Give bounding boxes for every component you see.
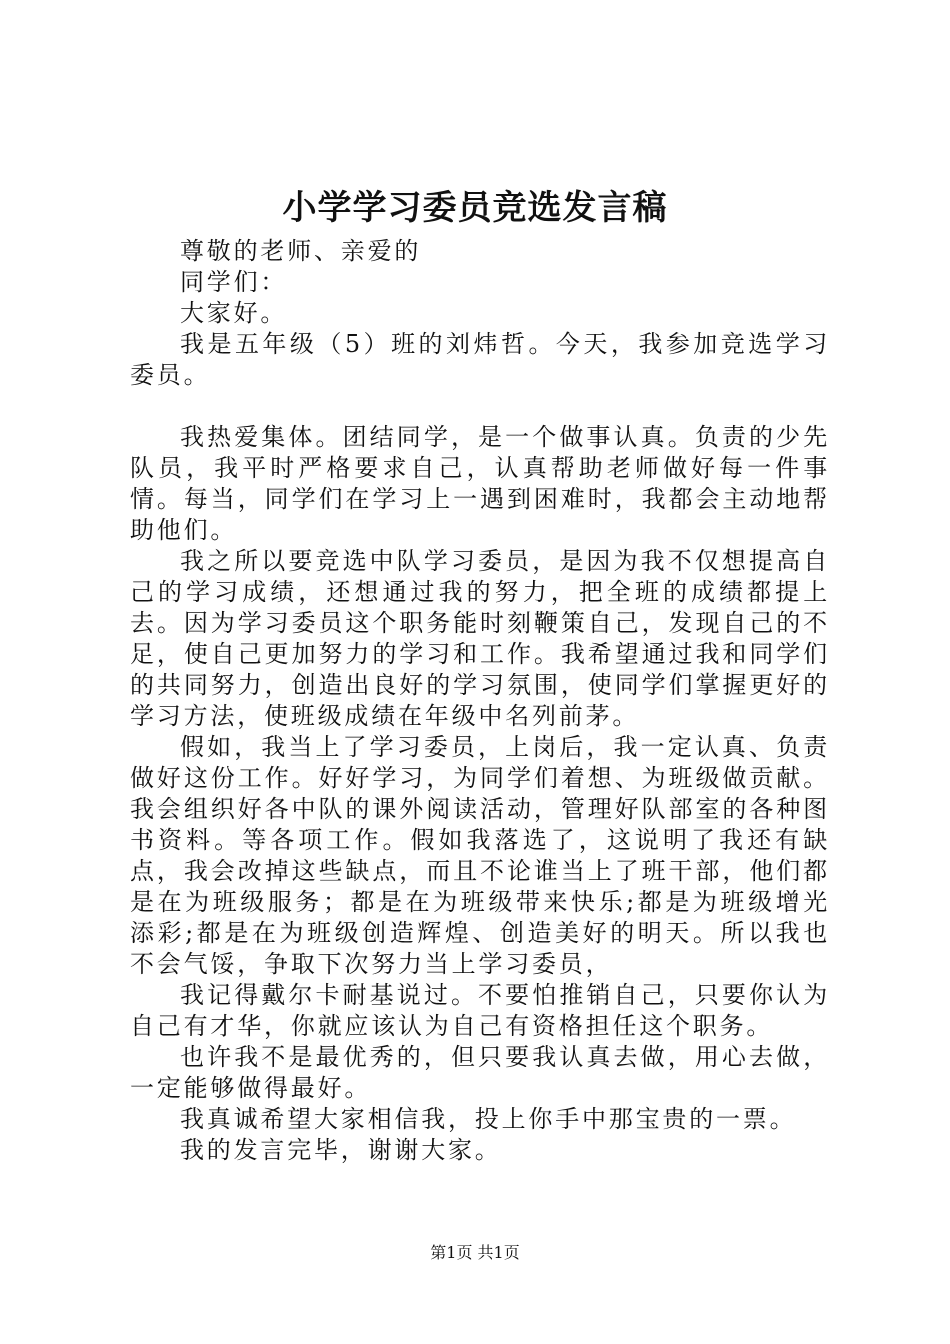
- paragraph-closing: 我的发言完毕，谢谢大家。: [180, 1136, 502, 1164]
- paragraph-appeal: 我真诚希望大家相信我，投上你手中那宝贵的一票。: [180, 1105, 797, 1133]
- paragraph-motivation: 我之所以要竞选中队学习委员，是因为我不仅想提高自己的学习成绩，还想通过我的努力，把全班的成绩都提上去。因为学习委员这个职务能时刻鞭策自己，发现自己的不足，使自己更加努力的学习和工作。我希望通过我和同学们的共同努力，创造出良好的学习氛围，使同学们掌握更好的学习方法，使班级成绩在年级中名列前茅。: [130, 547, 830, 730]
- paragraph-character: 我热爱集体。团结同学，是一个做事认真。负责的少先队员，我平时严格要求自己，认真帮助老师做好每一件事情。每当，同学们在学习上一遇到困难时，我都会主动地帮助他们。: [130, 423, 830, 544]
- document-body: [130, 236, 830, 1166]
- page-footer: 第1页 共1页: [430, 1243, 520, 1262]
- paragraph-salutation-2: 同学们：: [180, 268, 288, 296]
- document-title: 小学学习委员竞选发言稿: [282, 188, 668, 228]
- paragraph-greeting: 大家好。: [180, 299, 288, 327]
- paragraph-salutation-1: 尊敬的老师、亲爱的: [180, 237, 422, 265]
- paragraph-plan: 假如，我当上了学习委员，上岗后，我一定认真、负责做好这份工作。好好学习，为同学们着想、为班级做贡献。我会组织好各中队的课外阅读活动，管理好队部室的各种图书资料。等各项工作。假如我落选了，这说明了我还有缺点，我会改掉这些缺点，而且不论谁当上了班干部，他们都是在为班级服务；都是在为班级带来快乐;都是为班级增光添彩;都是在为班级创造辉煌、创造美好的明天。所以我也不会气馁，争取下次努力当上学习委员，: [130, 733, 830, 978]
- paragraph-commitment: 也许我不是最优秀的，但只要我认真去做，用心去做，一定能够做得最好。: [130, 1043, 830, 1102]
- paragraph-quote: 我记得戴尔卡耐基说过。不要怕推销自己，只要你认为自己有才华，你就应该认为自己有资格担任这个职务。: [130, 981, 830, 1040]
- paragraph-introduction: 我是五年级（5）班的刘炜哲。今天，我参加竞选学习委员。: [130, 330, 830, 389]
